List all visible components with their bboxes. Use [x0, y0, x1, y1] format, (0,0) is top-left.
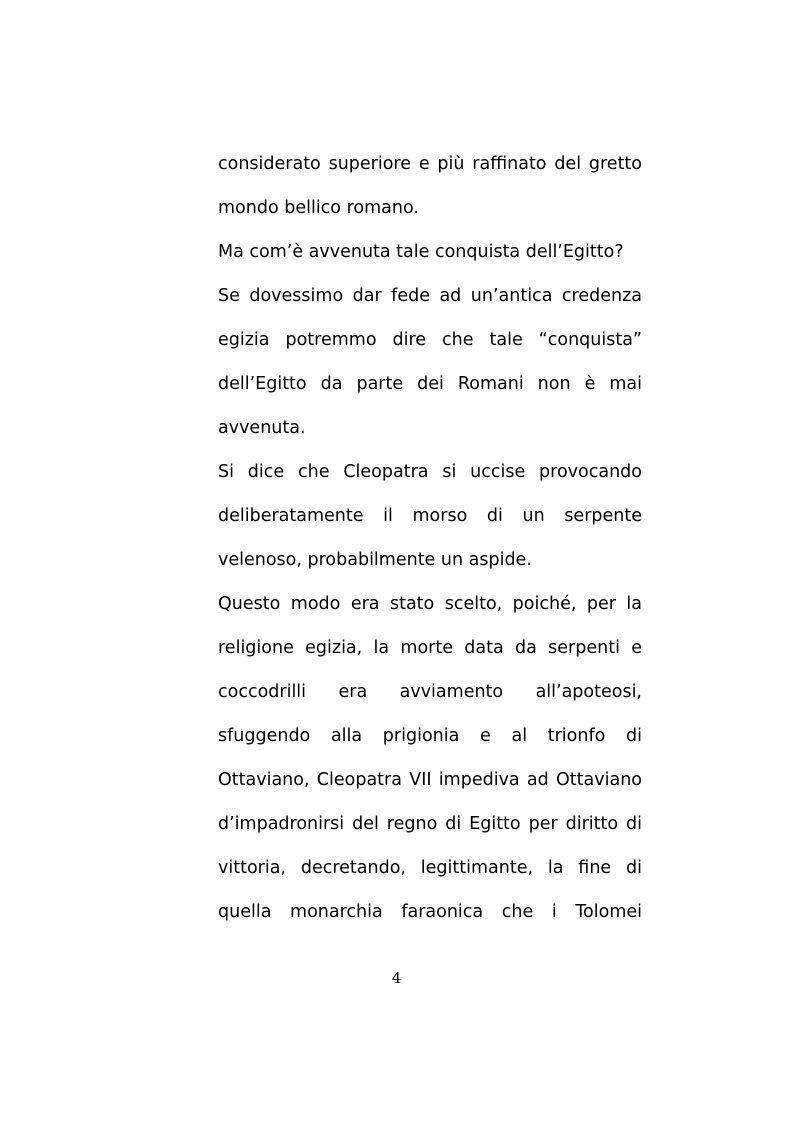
text-line: Se dovessimo dar fede ad un’antica credenza	[218, 286, 642, 306]
text-line: deliberatamente il morso di un serpente	[218, 506, 642, 526]
text-line: mondo bellico romano.	[218, 198, 419, 218]
text-line: d’impadronirsi del regno di Egitto per diritto di	[218, 814, 642, 834]
text-line: velenoso, probabilmente un aspide.	[218, 550, 532, 570]
text-line: quella monarchia faraonica che i Tolomei	[218, 902, 642, 922]
body-text	[218, 150, 642, 942]
text-line: coccodrilli era avviamento all’apoteosi,	[218, 682, 642, 702]
text-line: religione egizia, la morte data da serpenti e	[218, 638, 642, 658]
text-line: sfuggendo alla prigionia e al trionfo di	[218, 726, 642, 746]
text-line: dell’Egitto da parte dei Romani non è mai	[218, 374, 642, 394]
text-line: considerato superiore e più raffinato del gretto	[218, 154, 642, 174]
text-line: egizia potremmo dire che tale “conquista”	[218, 330, 642, 350]
text-line: Questo modo era stato scelto, poiché, per la	[218, 594, 642, 614]
text-line: Ma com’è avvenuta tale conquista dell’Egitto?	[218, 242, 624, 262]
text-line: Si dice che Cleopatra si uccise provocando	[218, 462, 642, 482]
text-line: vittoria, decretando, legittimante, la fine di	[218, 858, 642, 878]
text-line: Ottaviano, Cleopatra VII impediva ad Ottaviano	[218, 770, 642, 790]
page-number: 4	[391, 969, 402, 987]
text-line: avvenuta.	[218, 418, 306, 438]
